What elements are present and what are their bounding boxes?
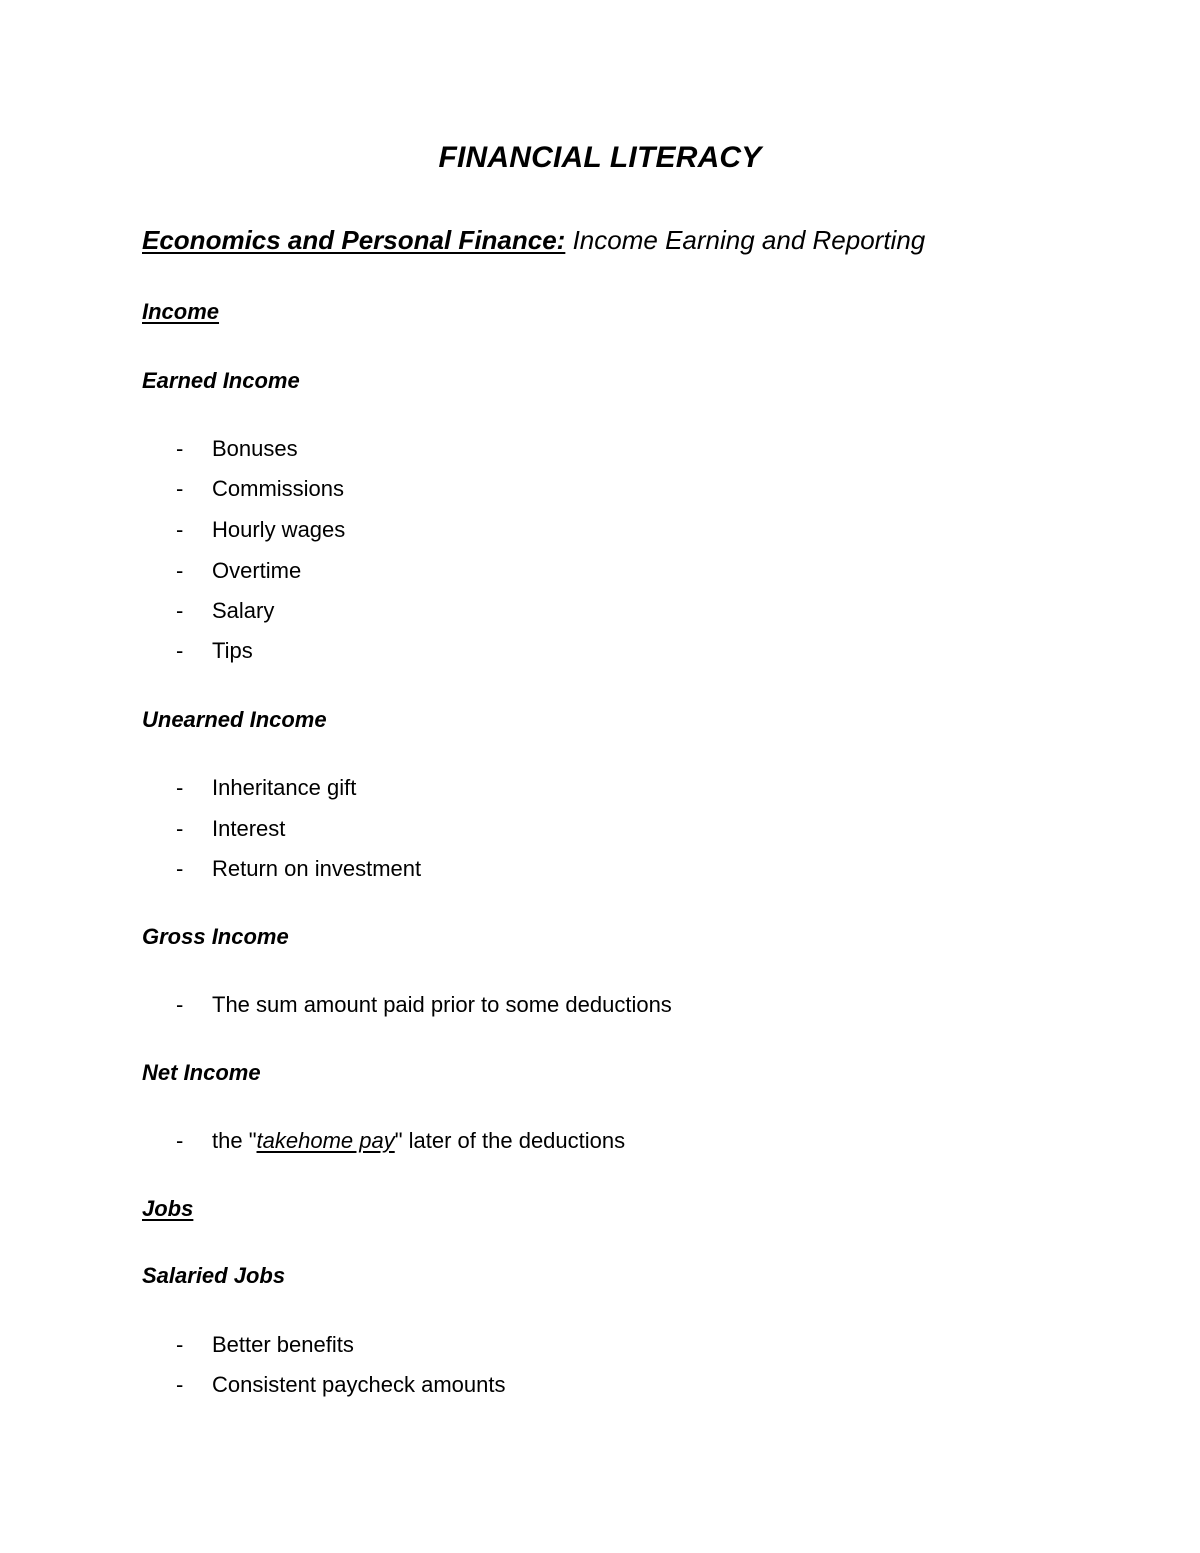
list-item-text: Return on investment (212, 856, 422, 881)
bullet-dash: - (176, 1372, 184, 1397)
list-item (176, 991, 672, 1019)
bullet-dash: - (176, 992, 184, 1017)
bullet-dash: - (176, 558, 184, 583)
net-income-text-before: the " (212, 1128, 257, 1153)
subtitle-subject: Economics and Personal Finance: (142, 225, 566, 255)
list-item-text: Better benefits (212, 1332, 354, 1357)
bullet-dash: - (176, 517, 184, 542)
list-item (176, 597, 274, 625)
list-item (176, 815, 285, 843)
list-item (176, 855, 421, 883)
list-item (176, 1371, 506, 1399)
page-subtitle (142, 224, 925, 256)
list-item (176, 1127, 625, 1155)
list-item (176, 435, 298, 463)
section-heading-jobs: Jobs (142, 1196, 194, 1221)
list-item-text: Tips (212, 638, 253, 663)
section-heading-income: Income (142, 299, 220, 324)
list-item (176, 557, 301, 585)
list-item (176, 637, 253, 665)
subheading-salaried-jobs: Salaried Jobs (142, 1263, 286, 1288)
subheading-earned-income: Earned Income (142, 368, 300, 393)
bullet-dash: - (176, 775, 184, 800)
list-item-text: Inheritance gift (212, 775, 357, 800)
list-item (176, 1331, 354, 1359)
list-item-text: Commissions (212, 476, 345, 501)
subheading-net-income: Net Income (142, 1060, 261, 1085)
subheading-unearned-income: Unearned Income (142, 707, 327, 732)
list-item-text: The sum amount paid prior to some deductions (212, 992, 672, 1017)
list-item-text: Bonuses (212, 436, 298, 461)
subheading-gross-income: Gross Income (142, 924, 289, 949)
bullet-dash: - (176, 598, 184, 623)
list-item-text: Salary (212, 598, 275, 623)
bullet-dash: - (176, 856, 184, 881)
bullet-dash: - (176, 1332, 184, 1357)
list-item-text: Consistent paycheck amounts (212, 1372, 506, 1397)
bullet-dash: - (176, 1128, 184, 1153)
bullet-dash: - (176, 638, 184, 663)
list-item (176, 774, 356, 802)
net-income-text-after: " later of the deductions (394, 1128, 626, 1153)
list-item (176, 475, 344, 503)
bullet-dash: - (176, 436, 184, 461)
list-item-text: Overtime (212, 558, 302, 583)
takehome-pay-emphasis: takehome pay (256, 1128, 395, 1153)
subtitle-topic: Income Earning and Reporting (572, 225, 926, 255)
list-item-text: Interest (212, 816, 286, 841)
list-item-text: Hourly wages (212, 517, 346, 542)
list-item (176, 516, 345, 544)
page-title: FINANCIAL LITERACY (438, 141, 762, 174)
list-item-text (212, 1127, 625, 1155)
bullet-dash: - (176, 476, 184, 501)
bullet-dash: - (176, 816, 184, 841)
